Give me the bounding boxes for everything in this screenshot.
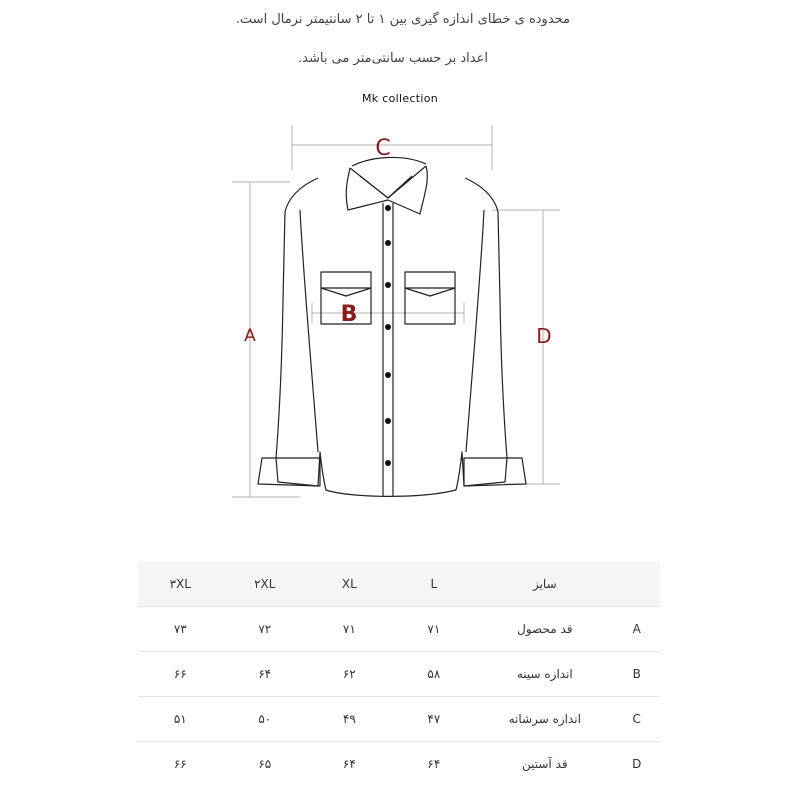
table-row [138,652,660,697]
cell-value: ۶۵ [223,742,308,787]
label-d: D [536,324,552,348]
cell-measure-name: اندازه سرشانه [476,697,613,742]
cell-value: ۴۷ [392,697,477,742]
cell-value: ۷۳ [138,607,223,652]
cell-key: C [613,697,660,742]
cell-key: D [613,742,660,787]
cell-value: ۶۶ [138,742,223,787]
cell-value: ۵۰ [223,697,308,742]
header-key [613,562,660,607]
cell-key: A [613,607,660,652]
measure-guides [232,125,560,497]
cell-value: ۶۶ [138,652,223,697]
label-a: A [244,326,256,346]
cell-measure-name: قد محصول [476,607,613,652]
cell-value: ۶۴ [307,742,392,787]
cell-value: ۵۱ [138,697,223,742]
header-size-3xl: ۳XL [169,577,191,591]
cell-value: ۶۴ [223,652,308,697]
cell-value: ۷۱ [392,607,477,652]
cell-value: ۷۱ [307,607,392,652]
table-row [138,742,660,787]
header-size-xl: XL [341,577,357,591]
cell-value: ۴۹ [307,697,392,742]
shirt-outline [258,157,526,496]
size-table [138,562,660,786]
cell-key: B [613,652,660,697]
cell-value: ۶۴ [392,742,477,787]
header-size-label: سایز [532,577,557,591]
header-size-l: L [430,577,438,591]
label-b: B [340,302,358,327]
cell-value: ۷۲ [223,607,308,652]
shirt-buttons [385,205,391,466]
label-c: C [375,136,391,161]
size-table-header [138,562,660,607]
table-row [138,697,660,742]
units-note: اعداد بر حسب سانتی‌متر می باشد. [298,51,488,66]
brand-name: Mk collection [361,92,439,105]
table-row [138,607,660,652]
cell-measure-name: اندازه سینه [476,652,613,697]
header-size-2xl: ۲XL [254,577,276,591]
measurement-error-note: محدوده ی خطای اندازه گیری بین ۱ تا ۲ سانتیمتر نرمال است. [235,12,570,27]
cell-value: ۶۲ [307,652,392,697]
cell-value: ۵۸ [392,652,477,697]
shirt-measurement-diagram [0,118,800,518]
cell-measure-name: قد آستین [476,742,613,787]
